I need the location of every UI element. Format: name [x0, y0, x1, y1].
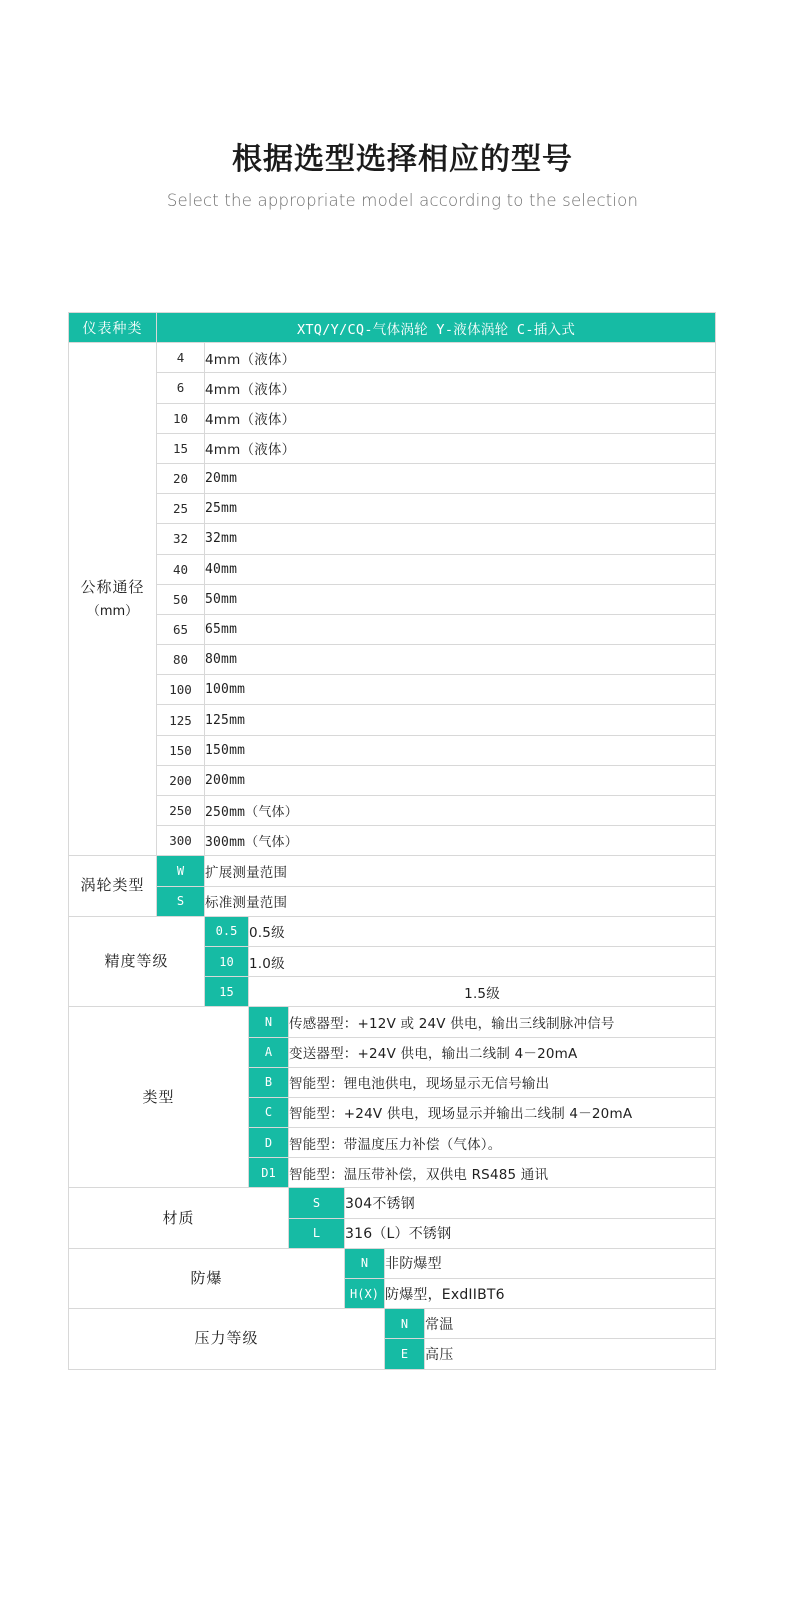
table-row — [69, 675, 716, 705]
table-row — [69, 1309, 716, 1339]
desc-cell: 125mm — [205, 705, 716, 735]
table-row — [69, 765, 716, 795]
desc-cell: 250mm（气体） — [205, 796, 716, 826]
desc-cell: 4mm（液体） — [205, 343, 716, 373]
desc-cell: 防爆型，ExdIIBT6 — [385, 1279, 716, 1309]
desc-cell: 0.5级 — [249, 916, 716, 946]
table-row — [69, 614, 716, 644]
code-cell: D — [249, 1128, 289, 1158]
row-label-explosion-proof: 防爆 — [69, 1248, 345, 1308]
desc-cell: 1.5级 — [249, 977, 716, 1007]
code-cell: 20 — [157, 463, 205, 493]
code-cell: 10 — [205, 946, 249, 976]
code-cell: N — [345, 1248, 385, 1278]
desc-cell: 4mm（液体） — [205, 403, 716, 433]
desc-cell: 50mm — [205, 584, 716, 614]
selection-table-wrapper — [68, 312, 715, 1370]
code-cell: 25 — [157, 494, 205, 524]
code-cell: 250 — [157, 796, 205, 826]
header-category-cell: 仪表种类 — [69, 313, 157, 343]
desc-cell: 智能型：+24V 供电，现场显示并输出二线制 4－20mA — [289, 1097, 716, 1127]
code-cell: E — [385, 1339, 425, 1369]
desc-cell: 智能型：锂电池供电，现场显示无信号输出 — [289, 1067, 716, 1097]
table-row — [69, 645, 716, 675]
row-label-nominal-diameter — [69, 343, 157, 856]
code-cell: 150 — [157, 735, 205, 765]
header-models-cell: XTQ/Y/CQ-气体涡轮 Y-液体涡轮 C-插入式 — [157, 313, 716, 343]
table-row — [69, 584, 716, 614]
table-row — [69, 463, 716, 493]
selection-table-body — [69, 313, 716, 1370]
row-label-turbine-type: 涡轮类型 — [69, 856, 157, 916]
desc-cell: 非防爆型 — [385, 1248, 716, 1278]
table-row — [69, 886, 716, 916]
row-label-pressure-class: 压力等级 — [69, 1309, 385, 1369]
desc-cell: 标准测量范围 — [205, 886, 716, 916]
code-cell: 6 — [157, 373, 205, 403]
code-cell: 10 — [157, 403, 205, 433]
code-cell: L — [289, 1218, 345, 1248]
desc-cell: 20mm — [205, 463, 716, 493]
table-row — [69, 1007, 716, 1037]
code-cell: H(X) — [345, 1279, 385, 1309]
desc-cell: 变送器型：+24V 供电，输出二线制 4－20mA — [289, 1037, 716, 1067]
code-cell: 100 — [157, 675, 205, 705]
table-row — [69, 1188, 716, 1218]
desc-cell: 316（L）不锈钢 — [345, 1218, 716, 1248]
code-cell: A — [249, 1037, 289, 1067]
table-row — [69, 1248, 716, 1278]
code-cell: C — [249, 1097, 289, 1127]
code-cell: 200 — [157, 765, 205, 795]
table-row — [69, 313, 716, 343]
row-label-accuracy-class: 精度等级 — [69, 916, 205, 1007]
code-cell: 15 — [157, 433, 205, 463]
selection-table — [68, 312, 716, 1370]
code-cell: 32 — [157, 524, 205, 554]
table-row — [69, 856, 716, 886]
code-cell: S — [289, 1188, 345, 1218]
code-cell: N — [249, 1007, 289, 1037]
code-cell: 50 — [157, 584, 205, 614]
desc-cell: 智能型：温压带补偿，双供电 RS485 通讯 — [289, 1158, 716, 1188]
desc-cell: 4mm（液体） — [205, 433, 716, 463]
code-cell: 65 — [157, 614, 205, 644]
code-cell: 4 — [157, 343, 205, 373]
desc-cell: 100mm — [205, 675, 716, 705]
desc-cell: 40mm — [205, 554, 716, 584]
code-cell: N — [385, 1309, 425, 1339]
table-row — [69, 735, 716, 765]
table-row — [69, 826, 716, 856]
code-cell: B — [249, 1067, 289, 1097]
desc-cell: 65mm — [205, 614, 716, 644]
code-cell: 40 — [157, 554, 205, 584]
desc-cell: 304不锈钢 — [345, 1188, 716, 1218]
page-subtitle: Select the appropriate model according to the selection — [166, 191, 639, 210]
row-label-text: 公称通径 — [80, 578, 145, 597]
desc-cell: 150mm — [205, 735, 716, 765]
desc-cell: 80mm — [205, 645, 716, 675]
code-cell: D1 — [249, 1158, 289, 1188]
table-row — [69, 433, 716, 463]
code-cell: 80 — [157, 645, 205, 675]
desc-cell: 25mm — [205, 494, 716, 524]
desc-cell: 300mm（气体） — [205, 826, 716, 856]
table-row — [69, 796, 716, 826]
desc-cell: 智能型：带温度压力补偿（气体）。 — [289, 1128, 716, 1158]
code-cell: 15 — [205, 977, 249, 1007]
code-cell: S — [157, 886, 205, 916]
table-row — [69, 705, 716, 735]
row-label-material: 材质 — [69, 1188, 289, 1248]
table-row — [69, 403, 716, 433]
row-label-unit: （mm） — [86, 604, 139, 620]
table-row — [69, 524, 716, 554]
desc-cell: 扩展测量范围 — [205, 856, 716, 886]
table-row — [69, 554, 716, 584]
table-row — [69, 373, 716, 403]
desc-cell: 32mm — [205, 524, 716, 554]
desc-cell: 4mm（液体） — [205, 373, 716, 403]
page-header — [0, 0, 805, 210]
row-label-type: 类型 — [69, 1007, 249, 1188]
code-cell: 0.5 — [205, 916, 249, 946]
desc-cell: 200mm — [205, 765, 716, 795]
desc-cell: 传感器型：+12V 或 24V 供电，输出三线制脉冲信号 — [289, 1007, 716, 1037]
code-cell: 300 — [157, 826, 205, 856]
table-row — [69, 343, 716, 373]
desc-cell: 1.0级 — [249, 946, 716, 976]
desc-cell: 常温 — [425, 1309, 716, 1339]
table-row — [69, 916, 716, 946]
desc-cell: 高压 — [425, 1339, 716, 1369]
page-title: 根据选型选择相应的型号 — [232, 143, 573, 176]
code-cell: W — [157, 856, 205, 886]
table-row — [69, 494, 716, 524]
code-cell: 125 — [157, 705, 205, 735]
